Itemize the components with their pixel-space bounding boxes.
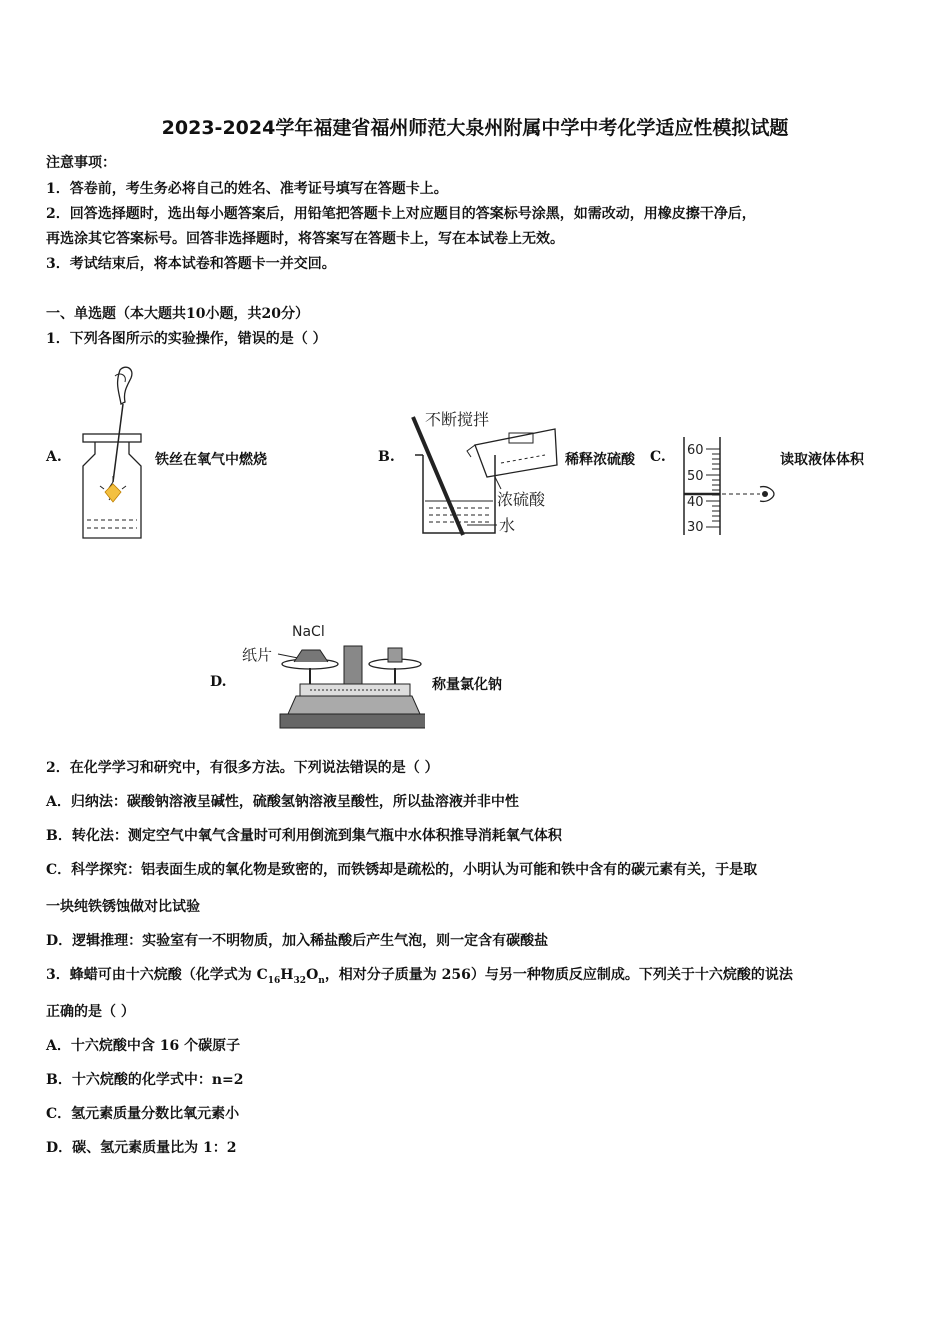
q1-option-c-label: C. <box>650 449 666 465</box>
graduated-cylinder-figure <box>676 435 786 540</box>
notice-item-3: 3．考试结束后，将本试卷和答题卡一并交回。 <box>46 256 336 272</box>
q3-option-c: C．氢元素质量分数比氧元素小 <box>46 1106 240 1122</box>
notice-item-2-cont: 再选涂其它答案标号。回答非选择题时，将答案写在答题卡上，写在本试卷上无效。 <box>46 231 564 247</box>
q1-option-a-text: 铁丝在氧气中燃烧 <box>155 452 267 468</box>
paper-label: 纸片 <box>242 646 273 664</box>
q2-option-c: C．科学探究：铝表面生成的氧化物是致密的，而铁锈却是疏松的，小明认为可能和铁中含有的碳元素有关，于是取 <box>46 862 758 878</box>
page-title: 2023-2024学年福建省福州师范大泉州附属中学中考化学适应性模拟试题 <box>161 117 789 139</box>
q3-option-b: B．十六烷酸的化学式中：n=2 <box>46 1072 244 1088</box>
tick-60: 60 <box>687 443 704 458</box>
nacl-label: NaCl <box>292 624 325 640</box>
notice-item-1: 1．答卷前，考生务必将自己的姓名、准考证号填写在答题卡上。 <box>46 181 448 197</box>
q2-option-b: B．转化法：测定空气中氧气含量时可利用倒流到集气瓶中水体积推导消耗氧气体积 <box>46 828 562 844</box>
q1-option-d-text: 称量氯化钠 <box>432 677 502 693</box>
balance-figure <box>240 618 425 733</box>
q1-option-a-label: A. <box>46 449 62 465</box>
water-label: 水 <box>499 516 516 535</box>
stir-label: 不断搅拌 <box>425 410 490 429</box>
notice-heading: 注意事项： <box>46 155 116 171</box>
tick-30: 30 <box>687 520 704 535</box>
dilute-acid-figure <box>405 405 565 540</box>
notice-item-2: 2．回答选择题时，选出每小题答案后，用铅笔把答题卡上对应题目的答案标号涂黑，如需改动，用橡皮擦干净后， <box>46 206 756 222</box>
acid-label: 浓硫酸 <box>497 490 546 509</box>
q3-stem: 3．蜂蜡可由十六烷酸（化学式为 $C_{16}H_{32}O_n$，相对分子质量为 256）与另一种物质反应制成。下列关于十六烷酸的说法 <box>46 967 793 986</box>
q1-stem: 1．下列各图所示的实验操作，错误的是（ ） <box>46 331 327 347</box>
tick-40: 40 <box>687 495 704 510</box>
q2-stem: 2．在化学学习和研究中，有很多方法。下列说法错误的是（ ） <box>46 760 439 776</box>
q1-option-b-label: B. <box>378 449 395 465</box>
q1-option-d-label: D. <box>210 674 227 690</box>
q3-option-a: A．十六烷酸中含 16 个碳原子 <box>46 1038 241 1054</box>
section-heading: 一、单选题（本大题共10小题，共20分） <box>46 306 309 322</box>
q2-option-d: D．逻辑推理：实验室有一不明物质，加入稀盐酸后产生气泡，则一定含有碳酸盐 <box>46 933 549 949</box>
q1-option-b-text: 稀释浓硫酸 <box>565 452 635 468</box>
q3-stem-cont: 正确的是（ ） <box>46 1004 135 1020</box>
tick-50: 50 <box>687 469 704 484</box>
q3-option-d: D．碳、氢元素质量比为 1：2 <box>46 1140 237 1156</box>
iron-burning-figure <box>75 362 150 540</box>
q1-option-c-text: 读取液体体积 <box>780 452 864 468</box>
q2-option-c-cont: 一块纯铁锈蚀做对比试验 <box>46 899 200 915</box>
q2-option-a: A．归纳法：碳酸钠溶液呈碱性，硫酸氢钠溶液呈酸性，所以盐溶液并非中性 <box>46 794 519 810</box>
